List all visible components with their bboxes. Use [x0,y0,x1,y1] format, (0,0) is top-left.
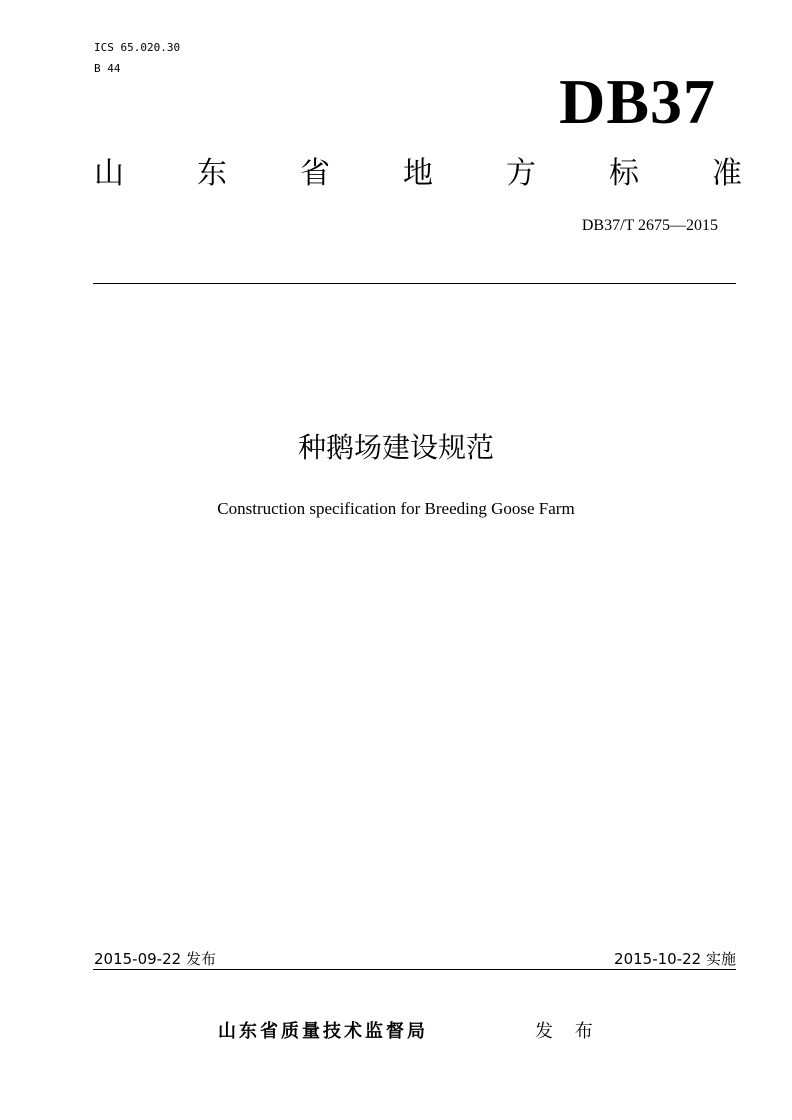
standard-type-heading [94,154,742,194]
ics-code: ICS 65.020.30 [94,41,181,54]
standard-type-char: 地 [403,156,433,191]
footer-divider [93,969,736,970]
standard-logo: DB37 [559,66,716,137]
publisher-name: 山东省质量技术监督局 [218,1021,428,1042]
publish-date: 2015-09-22 发布 [94,950,216,968]
document-title-english: Construction specification for Breeding Goose Farm [217,499,575,518]
standard-type-char: 山 [94,156,124,191]
standard-type-char: 东 [197,156,227,191]
implement-date: 2015-10-22 实施 [614,950,736,968]
standard-type-char: 标 [609,156,639,191]
publish-label: 发 布 [535,1021,601,1042]
standard-type-char: 方 [506,156,536,191]
header-divider [93,283,736,284]
standard-type-char: 省 [300,156,330,191]
document-title-chinese: 种鹅场建设规范 [297,431,494,464]
standard-number: DB37/T 2675—2015 [581,217,718,234]
standard-type-char: 准 [712,156,742,191]
ccs-code: B 44 [94,62,121,75]
